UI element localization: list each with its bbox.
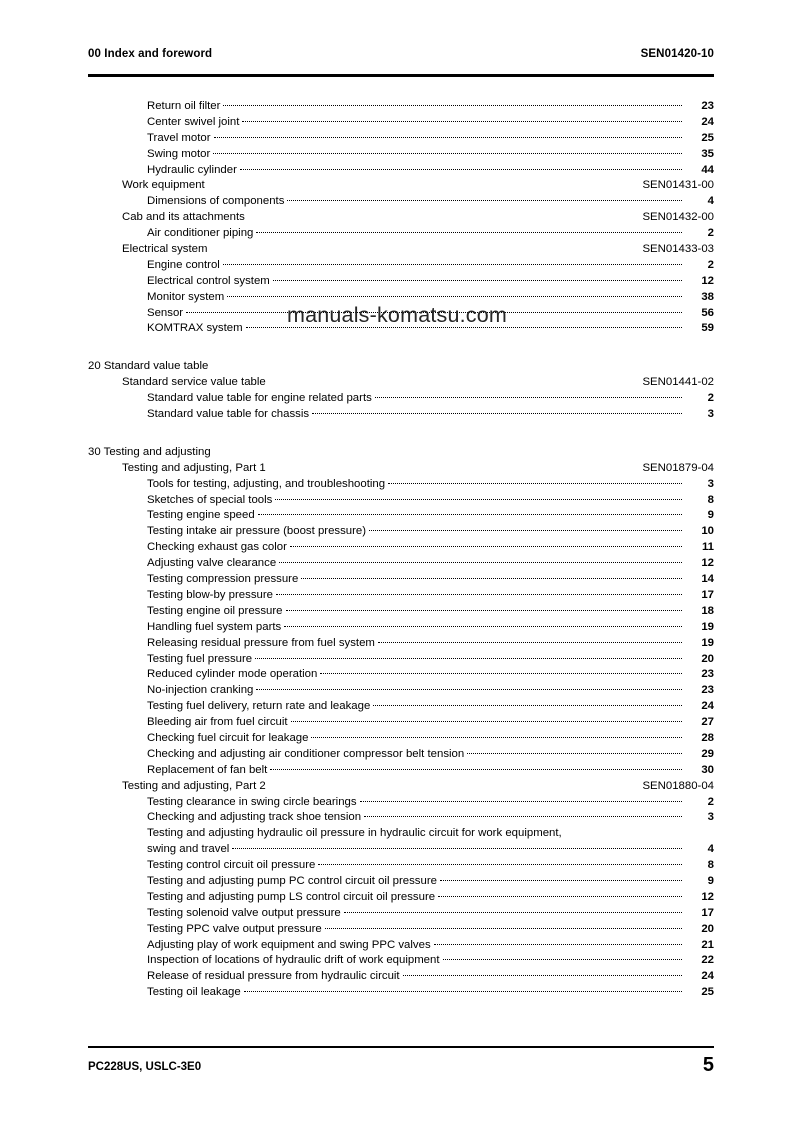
toc-entry-label: Work equipment [122,179,205,192]
toc-entry-label: Standard value table for engine related parts [147,392,372,405]
toc-leader-dots [369,529,682,531]
toc-entry[interactable] [88,557,714,573]
toc-entry[interactable] [88,811,714,827]
header-section-title: 00 Index and foreword [88,48,213,60]
toc-entry[interactable] [88,668,714,684]
toc-leader-dots [291,720,682,722]
header-divider-rule [88,74,714,77]
toc-entry-page-number: 20 [701,652,714,665]
toc-leader-dots [276,593,682,595]
toc-leader-dots [258,513,682,515]
toc-entry-label: Reduced cylinder mode operation [147,668,318,681]
toc-entry-page-number: 10 [701,525,714,538]
footer-model-label: PC228US, USLC-3E0 [88,1061,202,1073]
toc-leader-dots [242,120,682,122]
toc-entry-page-number: 44 [701,163,714,176]
toc-entry[interactable] [88,541,714,557]
toc-entry-label: Electrical control system [147,274,270,287]
toc-entry-label: Inspection of locations of hydraulic drift of work equipment [147,954,440,967]
toc-entry-page-number: 12 [701,274,714,287]
toc-entry[interactable] [88,827,714,843]
toc-leader-dots [301,577,682,579]
toc-entry-sen-code: SEN01879-04 [642,461,714,474]
header-document-code: SEN01420-10 [640,48,714,60]
toc-leader-dots [311,736,682,738]
toc-entry-page-number: 25 [701,986,714,999]
toc-entry[interactable] [88,732,714,748]
toc-entry-sen-code: SEN01880-04 [642,779,714,792]
toc-entry[interactable] [88,259,714,275]
toc-entry-label: KOMTRAX system [147,322,243,335]
toc-entry-page-number: 12 [701,890,714,903]
toc-entry[interactable] [88,509,714,525]
toc-entry[interactable] [88,700,714,716]
toc-leader-dots [378,641,682,643]
toc-entry-page-number: 11 [701,541,714,554]
toc-entry-label: Adjusting valve clearance [147,557,277,570]
toc-group-heading[interactable] [88,780,714,796]
toc-leader-dots [388,482,682,484]
toc-entry-label: Engine control [147,258,220,271]
toc-entry-page-number: 19 [701,620,714,633]
toc-entry[interactable] [88,275,714,291]
toc-entry-label: Testing and adjusting, Part 1 [122,461,266,474]
toc-entry-label: Hydraulic cylinder [147,163,237,176]
toc-entry-page-number: 4 [707,843,714,856]
toc-entry[interactable] [88,907,714,923]
toc-entry-label: Testing intake air pressure (boost pressure) [147,525,367,538]
toc-entry-label: Testing clearance in swing circle bearings [147,795,357,808]
toc-entry-page-number: 19 [701,636,714,649]
toc-entry[interactable] [88,164,714,180]
toc-entry[interactable] [88,986,714,1002]
toc-entry-page-number: 3 [707,408,714,421]
toc-entry-label: Testing and adjusting pump PC control circuit oil pressure [147,874,437,887]
toc-entry-label: Swing motor [147,147,211,160]
toc-leader-dots [434,943,682,945]
toc-entry[interactable] [88,573,714,589]
toc-leader-dots [279,561,682,563]
toc-entry[interactable] [88,605,714,621]
toc-entry-page-number: 9 [707,874,714,887]
toc-entry[interactable] [88,392,714,408]
toc-entry-label: Testing oil leakage [147,986,241,999]
toc-entry-label: Testing PPC valve output pressure [147,922,322,935]
toc-entry-sen-code: SEN01433-03 [642,243,714,256]
toc-leader-dots [213,152,682,154]
toc-entry[interactable] [88,227,714,243]
toc-leader-dots [284,625,682,627]
toc-entry[interactable] [88,116,714,132]
toc-entry[interactable] [88,891,714,907]
toc-entry-page-number: 23 [701,100,714,112]
toc-entry-page-number: 2 [707,258,714,271]
toc-entry-label: Testing engine oil pressure [147,604,283,617]
toc-entry-label: Testing blow-by pressure [147,588,273,601]
toc-entry-label: Testing compression pressure [147,573,299,586]
toc-entry-page-number: 8 [707,493,714,506]
toc-entry-label: Checking and adjusting air conditioner compressor belt tension [147,747,465,760]
toc-entry[interactable] [88,716,714,732]
toc-leader-dots [286,609,682,611]
toc-leader-dots [223,263,682,265]
toc-entry[interactable] [88,637,714,653]
toc-entry-label: Testing fuel delivery, return rate and leakage [147,700,371,713]
toc-entry-page-number: 2 [707,392,714,405]
toc-leader-dots [246,326,682,328]
toc-entry[interactable] [88,100,714,116]
toc-leader-dots [186,311,682,313]
toc-entry-page-number: 2 [707,795,714,808]
toc-leader-dots [214,136,682,138]
toc-entry-label: Sketches of special tools [147,493,273,506]
toc-entry[interactable] [88,764,714,780]
toc-entry-page-number: 12 [701,557,714,570]
toc-entry-page-number: 17 [701,906,714,919]
toc-leader-dots [287,199,682,201]
toc-entry-page-number: 59 [701,322,714,335]
toc-entry-page-number: 24 [701,970,714,983]
toc-entry-label: Replacement of fan belt [147,763,268,776]
toc-entry-label: Handling fuel system parts [147,620,282,633]
toc-leader-dots [443,958,682,960]
toc-leader-dots [312,412,682,414]
toc-block-spacer [88,338,714,360]
toc-entry[interactable] [88,307,714,323]
toc-entry-page-number: 24 [701,700,714,713]
toc-leader-dots [373,704,682,706]
toc-entry[interactable] [88,525,714,541]
toc-leader-dots [364,815,682,817]
toc-leader-dots [255,657,682,659]
toc-leader-dots [325,927,682,929]
toc-entry-label: Center swivel joint [147,115,240,128]
toc-group-heading[interactable] [88,243,714,259]
toc-entry[interactable] [88,796,714,812]
toc-entry-label: Bleeding air from fuel circuit [147,716,288,729]
toc-entry[interactable] [88,748,714,764]
table-of-contents [88,100,714,1002]
toc-section-heading[interactable] [88,360,714,376]
toc-entry-label: Testing control circuit oil pressure [147,859,316,872]
toc-entry-label: Checking and adjusting track shoe tension [147,811,362,824]
toc-entry[interactable] [88,291,714,307]
watermark-text: manuals-komatsu.com [286,303,508,327]
toc-entry-page-number: 20 [701,922,714,935]
toc-entry-page-number: 23 [701,668,714,681]
toc-entry-page-number: 35 [701,147,714,160]
toc-leader-dots [375,396,682,398]
toc-entry-page-number: 30 [701,763,714,776]
toc-entry-label: Testing and adjusting, Part 2 [122,779,266,792]
toc-leader-dots [270,768,682,770]
toc-leader-dots [438,895,682,897]
toc-leader-dots [244,990,682,992]
toc-group-heading[interactable] [88,179,714,195]
toc-entry-label: Sensor [147,306,184,319]
toc-leader-dots [290,545,682,547]
toc-entry-sen-code: SEN01432-00 [642,211,714,224]
toc-entry-page-number: 25 [701,131,714,144]
toc-entry-label: Releasing residual pressure from fuel system [147,636,375,649]
toc-entry[interactable] [88,589,714,605]
toc-entry-page-number: 21 [701,938,714,951]
toc-leader-dots [223,104,682,106]
toc-entry-label: Standard service value table [122,376,266,389]
toc-leader-dots [344,911,682,913]
toc-entry-label: Return oil filter [147,100,221,112]
toc-entry-page-number: 29 [701,747,714,760]
toc-leader-dots [273,279,682,281]
toc-entry-label: Cab and its attachments [122,211,245,224]
toc-entry[interactable] [88,148,714,164]
toc-entry-label: No-injection cranking [147,684,254,697]
toc-entry-label: Testing fuel pressure [147,652,253,665]
toc-entry-page-number: 22 [701,954,714,967]
toc-entry[interactable] [88,132,714,148]
toc-leader-dots [240,168,682,170]
toc-leader-dots [320,672,682,674]
toc-entry-label: Testing and adjusting pump LS control circuit oil pressure [147,890,436,903]
toc-entry[interactable] [88,621,714,637]
toc-entry-page-number: 56 [701,306,714,319]
toc-entry-label: Checking exhaust gas color [147,541,287,554]
toc-entry[interactable] [88,653,714,669]
toc-entry[interactable] [88,843,714,859]
toc-entry-page-number: 27 [701,716,714,729]
toc-leader-dots [318,863,682,865]
toc-entry[interactable] [88,478,714,494]
toc-entry-page-number: 3 [707,811,714,824]
toc-block-spacer [88,424,714,446]
toc-leader-dots [227,295,682,297]
toc-group-heading[interactable] [88,462,714,478]
toc-entry[interactable] [88,322,714,338]
toc-leader-dots [232,847,682,849]
toc-entry-page-number: 18 [701,604,714,617]
toc-entry-label: Checking fuel circuit for leakage [147,731,309,744]
toc-leader-dots [360,800,682,802]
toc-entry-page-number: 8 [707,859,714,872]
toc-entry-label: Release of residual pressure from hydraulic circuit [147,970,400,983]
toc-group-heading[interactable] [88,376,714,392]
toc-entry-label: 30 Testing and adjusting [88,445,211,458]
toc-entry[interactable] [88,684,714,700]
toc-leader-dots [440,879,682,881]
toc-entry-label: Travel motor [147,131,211,144]
toc-entry-label: 20 Standard value table [88,360,209,373]
toc-entry-label: Testing solenoid valve output pressure [147,906,341,919]
toc-entry[interactable] [88,195,714,211]
toc-entry-label: swing and travel [147,843,230,856]
toc-entry[interactable] [88,494,714,510]
toc-entry-page-number: 14 [701,573,714,586]
toc-leader-dots [275,498,682,500]
toc-entry-sen-code: SEN01431-00 [642,179,714,192]
toc-entry-sen-code: SEN01441-02 [642,376,714,389]
toc-entry-page-number: 28 [701,731,714,744]
toc-entry-label: Testing engine speed [147,509,255,522]
footer-divider-rule [88,1046,714,1048]
toc-entry[interactable] [88,923,714,939]
toc-entry-label: Standard value table for chassis [147,408,310,421]
toc-entry-page-number: 17 [701,588,714,601]
toc-entry-page-number: 24 [701,115,714,128]
toc-entry-label: Monitor system [147,290,225,303]
toc-entry-page-number: 4 [707,195,714,208]
toc-section-heading[interactable] [88,446,714,462]
toc-entry[interactable] [88,954,714,970]
toc-entry[interactable] [88,970,714,986]
toc-entry[interactable] [88,875,714,891]
toc-entry-page-number: 23 [701,684,714,697]
toc-entry[interactable] [88,939,714,955]
toc-entry-label: Electrical system [122,243,208,256]
toc-entry-page-number: 38 [701,290,714,303]
toc-entry-page-number: 3 [707,477,714,490]
toc-entry-page-number: 9 [707,509,714,522]
toc-entry[interactable] [88,408,714,424]
toc-entry-label: Air conditioner piping [147,227,254,240]
toc-entry[interactable] [88,859,714,875]
toc-entry-label: Testing and adjusting hydraulic oil pressure in hydraulic circuit for work equipment, [147,827,562,840]
footer-page-number: 5 [702,1054,714,1076]
toc-leader-dots [256,231,682,233]
toc-entry-label: Adjusting play of work equipment and swing PPC valves [147,938,431,951]
toc-leader-dots [467,752,682,754]
toc-entry-label: Dimensions of components [147,195,285,208]
toc-group-heading[interactable] [88,211,714,227]
toc-leader-dots [403,974,682,976]
toc-leader-dots [256,688,682,690]
toc-entry-label: Tools for testing, adjusting, and troubleshooting [147,477,386,490]
toc-entry-page-number: 2 [707,227,714,240]
